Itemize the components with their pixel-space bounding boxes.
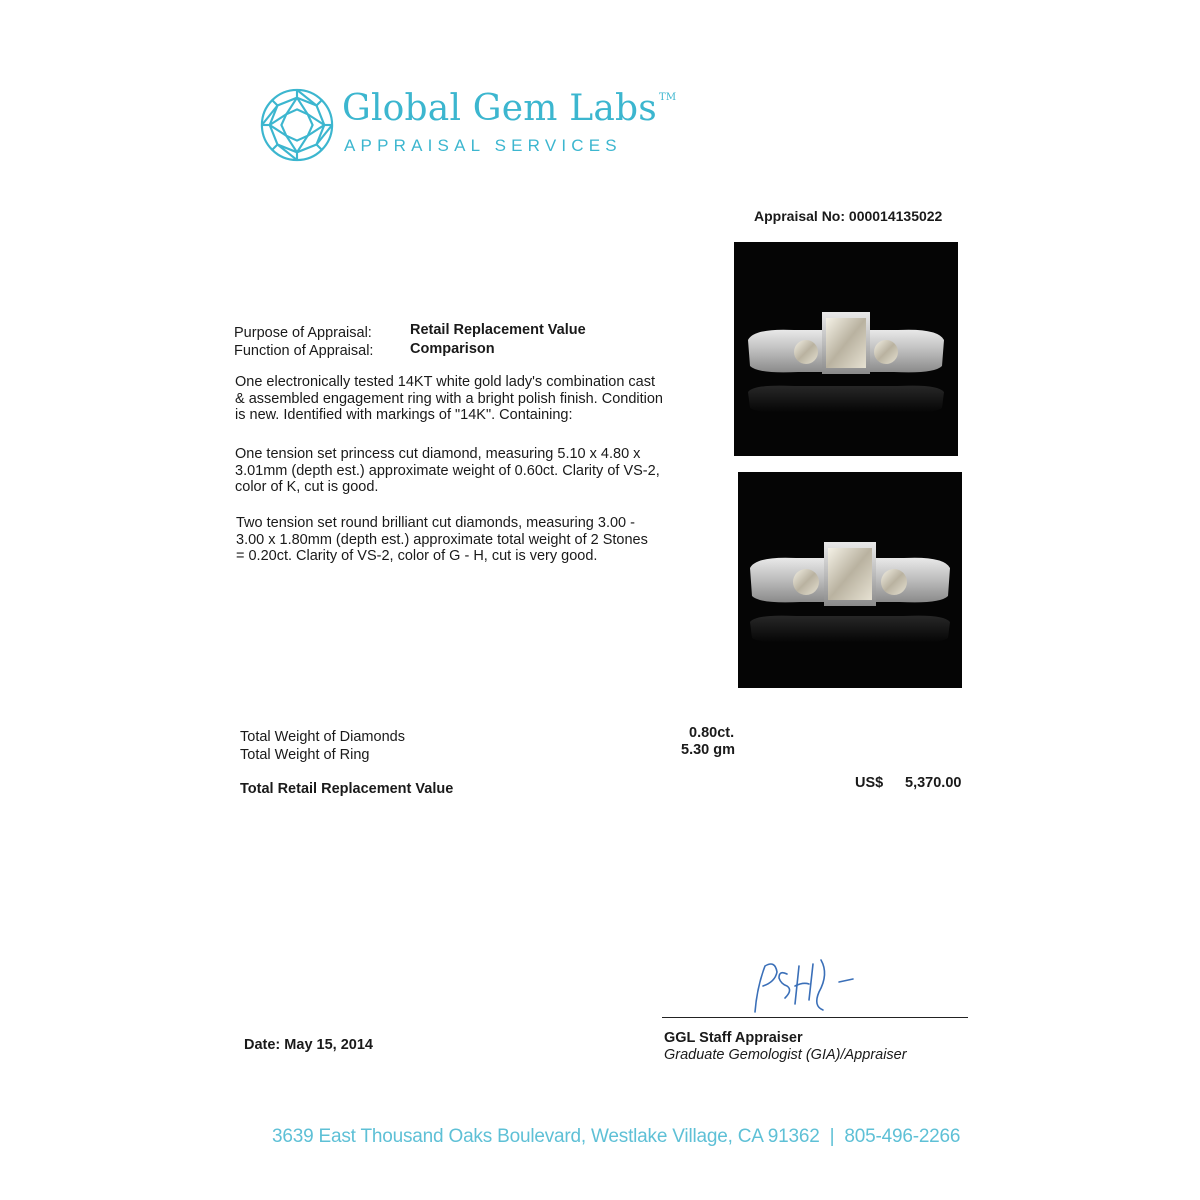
purpose-value: Retail Replacement Value xyxy=(410,322,586,338)
ring-image xyxy=(734,242,958,456)
date-value: May 15, 2014 xyxy=(284,1037,373,1053)
ring-image xyxy=(738,472,962,688)
total-diamond-weight-label: Total Weight of Diamonds xyxy=(240,729,405,745)
total-ring-weight-value: 5.30 gm xyxy=(681,742,735,758)
brand-name-text: Global Gem Labs xyxy=(342,88,657,129)
description-line: 3.01mm (depth est.) approximate weight of 0.60ct. Clarity of VS-2, xyxy=(235,462,660,479)
appraisal-number-value: 000014135022 xyxy=(848,208,943,224)
total-retail-value-label: Total Retail Replacement Value xyxy=(240,781,454,797)
description-line: 3.00 x 1.80mm (depth est.) approximate total weight of 2 Stones xyxy=(236,531,648,548)
appraisal-number-label: Appraisal No: xyxy=(754,208,846,224)
description-line: One electronically tested 14KT white gold lady's combination cast xyxy=(235,374,656,390)
appraisal-number xyxy=(754,208,942,224)
function-value: Comparison xyxy=(410,341,495,357)
side-stones-description xyxy=(236,515,691,565)
signature-line xyxy=(662,1017,968,1018)
ring-description xyxy=(235,374,690,424)
total-diamond-weight-value: 0.80ct. xyxy=(689,725,735,741)
currency-label: US$ xyxy=(855,775,884,791)
purpose-label: Purpose of Appraisal: xyxy=(234,325,372,341)
description-line: color of K, cut is good. xyxy=(235,479,379,495)
brand-subtitle: APPRAISAL SERVICES xyxy=(344,136,622,155)
appraiser-signature xyxy=(735,952,875,1022)
description-line: is new. Identified with markings of "14K". Containing: xyxy=(235,407,573,423)
description-line: Two tension set round brilliant cut diamonds, measuring 3.00 - xyxy=(236,515,635,531)
date-label: Date: xyxy=(244,1037,281,1053)
function-label: Function of Appraisal: xyxy=(234,343,374,359)
diamond-logo-icon xyxy=(258,86,336,164)
ring-photo-top xyxy=(734,242,958,456)
trademark-mark: TM xyxy=(658,92,677,103)
appraiser-title: GGL Staff Appraiser xyxy=(664,1030,803,1046)
footer-phone: 805-496-2266 xyxy=(844,1126,961,1147)
ring-photo-bottom xyxy=(738,472,962,688)
appraiser-credential: Graduate Gemologist (GIA)/Appraiser xyxy=(664,1047,907,1063)
brand-name xyxy=(342,88,676,129)
brand-logo xyxy=(258,86,677,166)
footer-address: 3639 East Thousand Oaks Boulevard, Westlake Village, CA 91362 xyxy=(272,1126,820,1147)
footer-contact xyxy=(272,1126,960,1148)
total-ring-weight-label: Total Weight of Ring xyxy=(240,747,370,763)
description-line: = 0.20ct. Clarity of VS-2, color of G - H, cut is very good. xyxy=(236,548,598,564)
description-line: One tension set princess cut diamond, measuring 5.10 x 4.80 x xyxy=(235,446,641,462)
description-line: & assembled engagement ring with a bright polish finish. Condition xyxy=(235,390,663,407)
footer-separator: | xyxy=(829,1126,835,1147)
total-retail-value: 5,370.00 xyxy=(905,775,962,791)
center-stone-description xyxy=(235,446,690,496)
appraisal-date xyxy=(244,1037,373,1053)
